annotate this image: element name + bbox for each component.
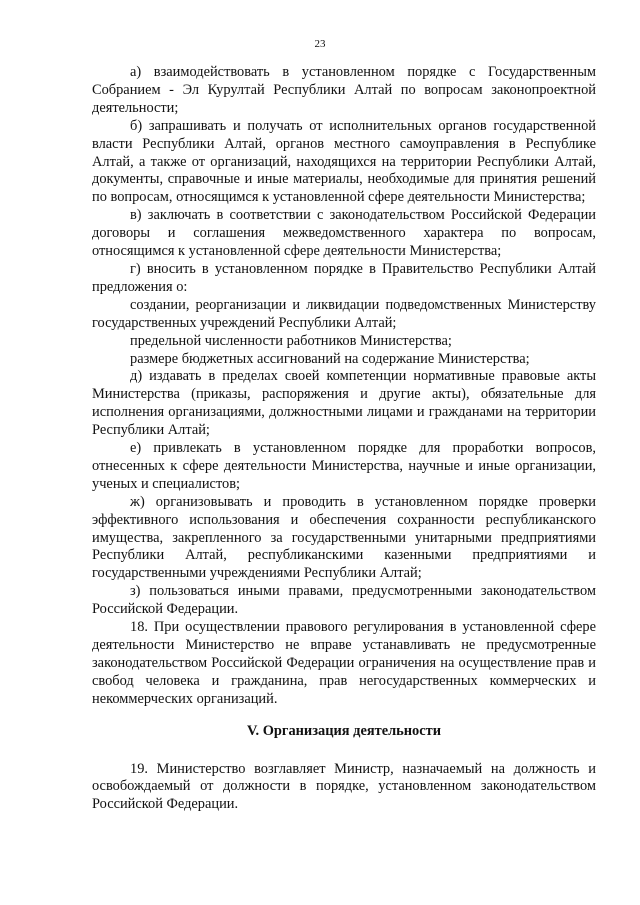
section-heading: V. Организация деятельности <box>246 722 441 739</box>
paragraph-g: г) вносить в установленном порядке в Правительство Республики Алтай предложения о: <box>92 260 596 295</box>
document-body <box>92 64 596 814</box>
paragraph-z: з) пользоваться иными правами, предусмотренными законодательством Российской Федерации. <box>92 583 596 618</box>
paragraph-d: д) издавать в пределах своей компетенции нормативные правовые акты Министерства (приказы, распоряжения и другие акты), обязательные для исполнения организациями, должностными лицами и гражданами на территории Республики Алтай; <box>92 368 596 439</box>
paragraph-v: в) заключать в соответствии с законодательством Российской Федерации договоры и соглашения межведомственного характера по вопросам, относящимся к установленной сфере деятельности Министерства; <box>92 207 596 260</box>
paragraph-e: е) привлекать в установленном порядке для проработки вопросов, отнесенных к сфере деятельности Министерства, научные и иные организации, ученых и специалистов; <box>92 440 596 492</box>
paragraph-19: 19. Министерство возглавляет Министр, назначаемый на должность и освобождаемый от должности в порядке, установленном законодательством Российской Федерации. <box>92 760 596 813</box>
paragraph-18: 18. При осуществлении правового регулирования в установленной сфере деятельности Министерство не вправе устанавливать не предусмотренные законодательством Российской Федерации ограничения на осуществление прав и свобод человека и гражданина, прав негосударственных коммерческих и некоммерческих организаций. <box>92 619 596 707</box>
sub-item-creation: создании, реорганизации и ликвидации подведомственных Министерству государственных учреждений Республики Алтай; <box>92 296 596 331</box>
page-number: 23 <box>314 38 326 50</box>
paragraph-a: а) взаимодействовать в установленном порядке с Государственным Собранием - Эл Курултай Республики Алтай по вопросам законопроектной деятельности; <box>92 64 596 116</box>
sub-item-staff-limit: предельной численности работников Министерства; <box>130 332 452 349</box>
paragraph-b: б) запрашивать и получать от исполнительных органов государственной власти Республики Алтай, органов местного самоуправления в Республике Алтай, а также от организаций, находящихся на территории Республики Алтай, документы, справочные и иные материалы, необходимые для принятия решений по вопросам, относящимся к установленной сфере деятельности Министерства; <box>92 117 596 206</box>
sub-item-budget: размере бюджетных ассигнований на содержание Министерства; <box>130 350 530 367</box>
paragraph-zh: ж) организовывать и проводить в установленном порядке проверки эффективного использования и обеспечения сохранности республиканского имущества, закрепленного за государственными унитарными предприятиями Республики Алтай, республиканскими казенными предприятиями и государственными учреждениями Республики Алтай; <box>92 493 596 582</box>
